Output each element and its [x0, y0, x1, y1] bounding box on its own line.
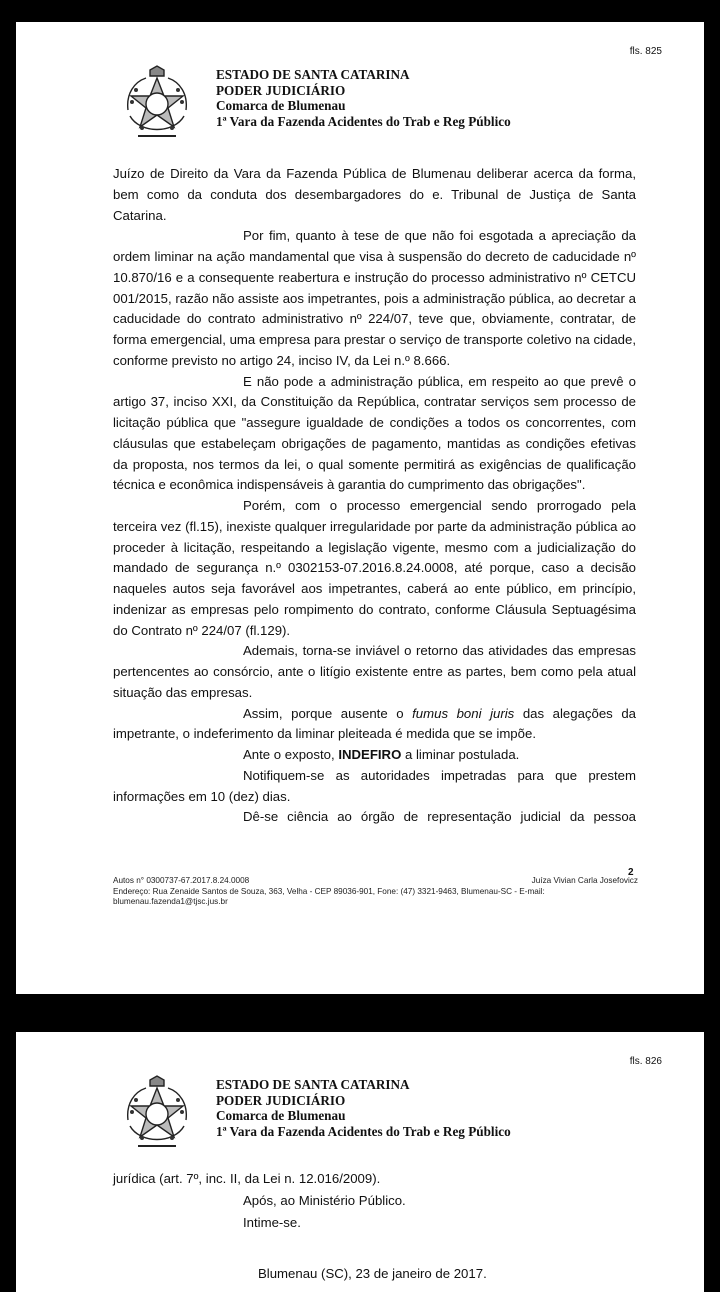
folio-number: fls. 826 — [629, 1056, 662, 1067]
header-vara: 1ª Vara da Fazenda Acidentes do Trab e Reg Público — [216, 113, 511, 129]
latin-term: fumus boni juris — [412, 705, 515, 721]
paragraph: Após, ao Ministério Público. — [243, 1193, 406, 1208]
court-header — [216, 1077, 511, 1139]
text: Assim, porque ausente o — [243, 705, 413, 721]
paragraph: Por fim, quanto à tese de que não foi esgotada a apreciação da ordem liminar na ação mandamental que visa à suspensão do decreto de caducidade nº 10.870/16 e a consequente reabertura e instrução do processo administrativo nº CETCU 001/2015, razão não assiste aos impetrantes, pois a administração pública, ao decretar a caducidade do contrato administrativo nº 224/07, teve que, obviamente, contratar, de forma emergencial, uma empresa para prestar o serviço de transporte coletivo na cidade, conforme previsto no artigo 24, inciso IV, da Lei n.º 8.666. — [113, 228, 636, 368]
text: das alegações da impetrante, o indeferimento da liminar pleiteada é medida que se impõe. — [113, 705, 636, 742]
court-email: blumenau.fazenda1@tjsc.jus.br — [113, 897, 228, 907]
decision-date: Blumenau (SC), 23 de janeiro de 2017. — [258, 1266, 487, 1281]
header-comarca: Comarca de Blumenau — [216, 1108, 346, 1124]
court-address: Endereço: Rua Zenaide Santos de Souza, 363, Velha - CEP 89036-901, Fone: (47) 3321-9463, Blumenau-SC - E-mail: — [113, 886, 545, 896]
header-branch: PODER JUDICIÁRIO — [216, 82, 346, 98]
paragraph: Notifiquem-se as autoridades impetradas para que prestem informações em 10 (dez) dias. — [113, 767, 636, 804]
paragraph: E não pode a administração pública, em respeito ao que prevê o artigo 37, inciso XXI, da Constituição da República, contratar serviços sem processo de licitação pública que "assegure igualdade de condições a todos os concorrentes, com cláusulas que estabeleçam obrigações de pagamento, mantidas as condições efetivas da proposta, nos termos da lei, o qual somente permitirá as exigências de qualificação técnica e econômica indispensáveis à garantia do cumprimento das obrigações". — [113, 373, 636, 493]
paragraph: Intime-se. — [243, 1215, 301, 1230]
header-branch: PODER JUDICIÁRIO — [216, 1092, 346, 1108]
page-number: 2 — [628, 867, 634, 878]
ruling-keyword: INDEFIRO — [338, 747, 402, 762]
header-state: ESTADO DE SANTA CATARINA — [216, 1077, 410, 1092]
page-footer — [113, 876, 638, 908]
paragraph-ruling — [113, 745, 636, 766]
digital-signature-note — [674, 290, 699, 990]
paragraph: Ademais, torna-se inviável o retorno das atividades das empresas pertencentes ao consórcio, ante o litígio existente entre as partes, bem como pela atual situação das empresas. — [113, 643, 636, 700]
paragraph: jurídica (art. 7º, inc. II, da Lei n. 12.016/2009). — [113, 1171, 381, 1186]
signature-line: Este documento foi liberado nos autos em 24/01/2017 às 12:48, é cópia do original assinado digitalmente por VIVIAN CARLA JOSEFOVICZ. — [675, 422, 685, 990]
case-number: Autos n° 0300737-67.2017.8.24.0008 — [113, 876, 250, 885]
decision-body — [113, 164, 636, 828]
court-header — [216, 67, 511, 129]
decision-body-continued — [113, 1168, 636, 1234]
state-coat-of-arms-icon — [120, 64, 194, 144]
header-vara: 1ª Vara da Fazenda Acidentes do Trab e Reg Público — [216, 1123, 511, 1139]
paragraph-fumus — [113, 704, 636, 746]
document-page-1 — [16, 22, 704, 994]
header-comarca: Comarca de Blumenau — [216, 98, 346, 114]
document-page-2 — [16, 1032, 704, 1292]
paragraph: Juízo de Direito da Vara da Fazenda Pública de Blumenau deliberar acerca da forma, bem como da conduta dos desembargadores do e. Tribunal de Justiça de Santa Catarina. — [113, 166, 636, 223]
paragraph: Dê-se ciência ao órgão de representação judicial da pessoa — [243, 809, 636, 825]
text: a liminar postulada. — [401, 747, 520, 762]
verification-line: Para conferir o original, acesse o site https://esaj.tjsc.jus.br/esaj, informe o processo 0300737-67.2017.8.24.0008 e código B1056A3. — [687, 455, 698, 990]
paragraph: Porém, com o processo emergencial sendo prorrogado pela terceira vez (fl.15), inexiste qualquer irregularidade por parte da administração pública ao proceder à licitação, respeitando a legislação vigente, mesmo com a judicialização do mandado de segurança n.º 0302153-07.2016.8.24.0008, até porque, caso a decisão naqueles autos seja favorável aos impetrantes, caberá ao ente público, em princípio, indenizar as empresas pelo rompimento do contrato, conforme Cláusula Septuagésima do Contrato nº 224/07 (fl.129). — [113, 498, 636, 638]
folio-number: fls. 825 — [629, 46, 662, 57]
state-coat-of-arms-icon — [120, 1074, 194, 1154]
text: Ante o exposto, — [243, 747, 339, 762]
judge-name: Juíza Vivian Carla Josefovicz — [531, 876, 638, 885]
header-state: ESTADO DE SANTA CATARINA — [216, 67, 410, 82]
